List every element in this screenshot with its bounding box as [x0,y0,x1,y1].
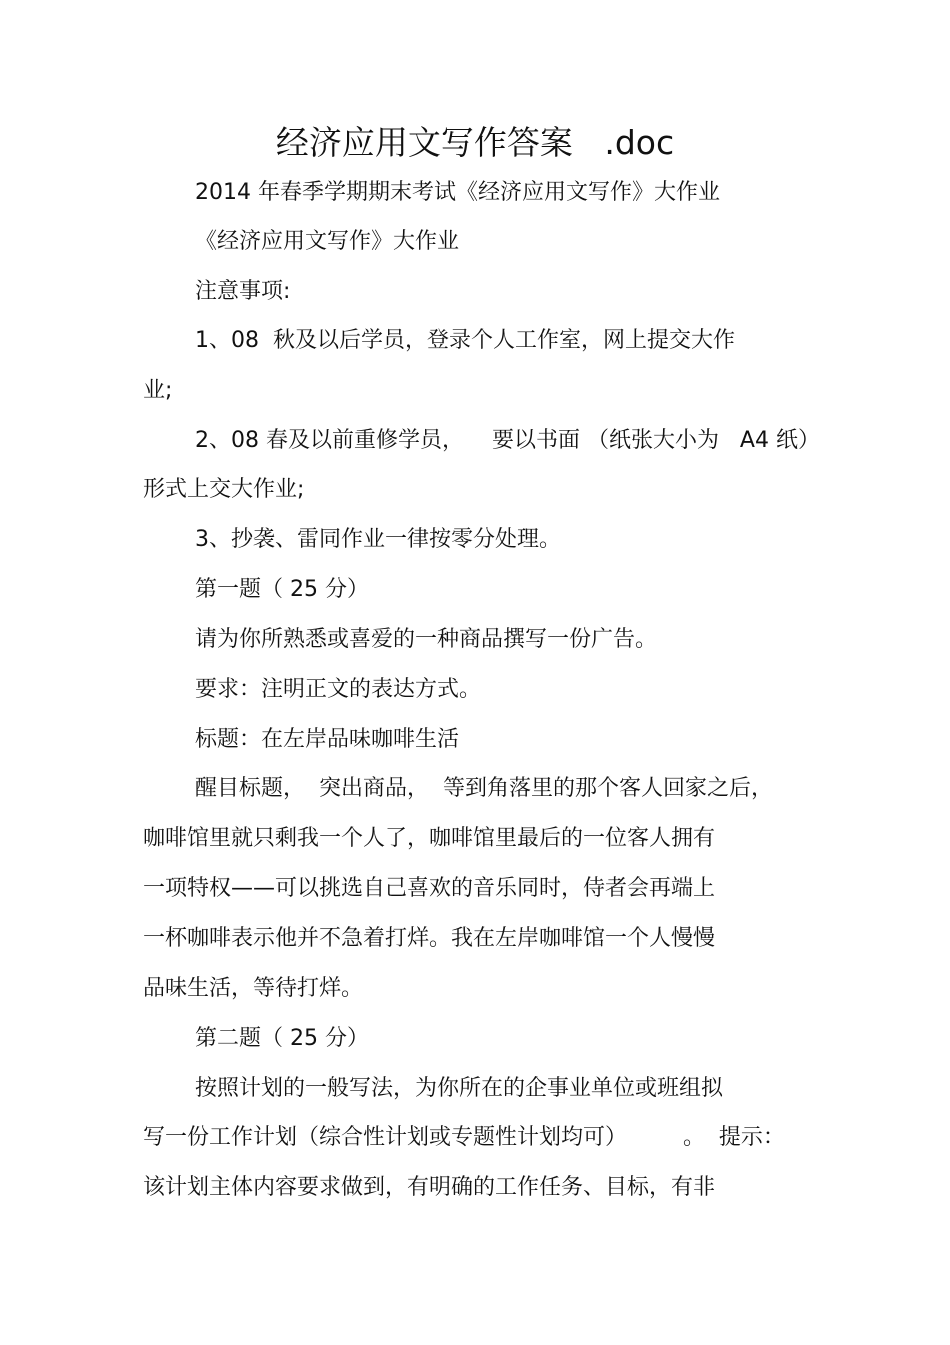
question-1-heading: 第一题（ 25 分） [195,577,369,602]
question-1-prompt: 请为你所熟悉或喜爱的一种商品撰写一份广告。 [195,627,658,652]
answer-1-line-1: 醒目标题， 突出商品， 等到角落里的那个客人回家之后， [195,776,773,801]
answer-1-line-5: 品味生活，等待打烊。 [143,976,364,1001]
note-1-line-2: 业; [143,378,173,403]
question-2-line-2: 写一份工作计划（综合性计划或专题性计划均可） 。 提示： [143,1125,785,1150]
answer-1-title: 标题：在左岸品味咖啡生活 [195,727,460,752]
question-2-line-3: 该计划主体内容要求做到，有明确的工作任务、目标，有非 [143,1175,716,1200]
document-title: 经济应用文写作答案 .doc [275,123,675,162]
question-2-line-1: 按照计划的一般写法，为你所在的企事业单位或班组拟 [195,1076,724,1101]
note-2-line-1: 2、08 春及以前重修学员， 要以书面 （纸张大小为 A4 纸） [195,428,820,453]
note-2-line-2: 形式上交大作业; [143,477,305,502]
exam-heading: 2014 年春季学期期末考试《经济应用文写作》大作业 [195,180,720,205]
question-2-heading: 第二题（ 25 分） [195,1026,369,1051]
answer-1-line-4: 一杯咖啡表示他并不急着打烊。我在左岸咖啡馆一个人慢慢 [143,926,716,951]
answer-1-line-2: 咖啡馆里就只剩我一个人了，咖啡馆里最后的一位客人拥有 [143,826,716,851]
assignment-heading: 《经济应用文写作》大作业 [195,229,460,254]
note-1-line-1: 1、08 秋及以后学员，登录个人工作室，网上提交大作 [195,328,735,353]
question-1-requirement: 要求：注明正文的表达方式。 [195,677,482,702]
notes-heading: 注意事项: [195,279,291,304]
answer-1-line-3: 一项特权——可以挑选自己喜欢的音乐同时，侍者会再端上 [143,876,716,901]
note-3: 3、抄袭、雷同作业一律按零分处理。 [195,527,561,552]
